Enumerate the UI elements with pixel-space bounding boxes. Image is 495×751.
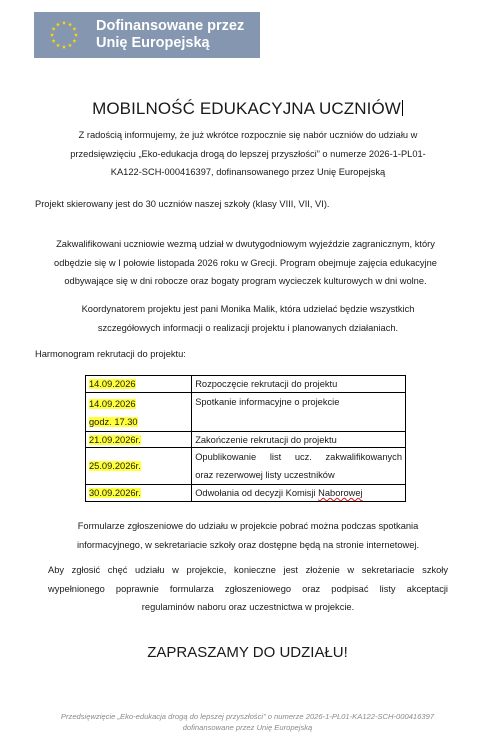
eu-banner-line2: Unię Europejską (96, 35, 210, 51)
footer-line: dofinansowane przez Unię Europejską (182, 723, 313, 732)
eu-flag-icon (40, 17, 88, 53)
intro-paragraph (48, 126, 448, 182)
schedule-date-cell (86, 448, 192, 485)
schedule-event-cell (192, 432, 406, 448)
schedule-event: Rozpoczęcie rekrutacji do projektu (195, 379, 338, 389)
eu-banner-line1: Dofinansowane przez (96, 18, 245, 34)
closing-heading: ZAPRASZAMY DO UDZIAŁU! (147, 644, 348, 661)
forms-line: informacyjnego, w sekretariacie szkoły oraz dostępne będą na stronie internetowej. (76, 539, 420, 550)
schedule-event: Odwołania od decyzji Komisji (195, 488, 319, 498)
schedule-date-cell (86, 432, 192, 448)
schedule-event-cell (192, 376, 406, 393)
forms-paragraph (48, 517, 448, 554)
forms-line: Formularze zgłoszeniowe do udziału w projekcie pobrać można podczas spotkania (77, 521, 419, 531)
schedule-heading-text: Harmonogram rekrutacji do projektu: (35, 349, 186, 359)
trip-paragraph (33, 235, 458, 291)
trip-line: odbywające się w dni robocze oraz bogaty program wycieczek kulturowych w dni wolne. (64, 276, 427, 287)
coordinator-line: szczegółowych informacji o realizacji projektu i planowanych działaniach. (97, 322, 399, 333)
table-row (86, 448, 406, 485)
schedule-date-cell (86, 393, 192, 432)
target-paragraph (35, 195, 455, 214)
schedule-date: 21.09.2026r. (89, 434, 141, 445)
schedule-event-cell (192, 485, 406, 502)
schedule-date-cell (86, 485, 192, 502)
spellcheck-underlined-word: Naborowej (318, 488, 363, 498)
table-row (86, 432, 406, 448)
schedule-date: 14.09.2026 (89, 379, 136, 389)
intro-line: przedsięwzięciu „Eko-edukacja drogą do lepszej przyszłości” o numerze 2026-1-PL01- (70, 148, 426, 159)
eu-banner-text (96, 18, 244, 52)
schedule-time: godz. 17.30 (89, 417, 138, 427)
trip-line: odbędzie się w I połowie listopada 2026 roku w Grecji. Program obejmuje zajęcia edukacyjne (54, 257, 437, 268)
page-footer (0, 711, 495, 733)
apply-line: wypełnionego poprawnie formularza zgłoszeniowego oraz podpisać listy akceptacji (48, 583, 448, 594)
schedule-heading (35, 345, 435, 364)
trip-line: Zakwalifikowani uczniowie wezmą udział w dwutygodniowym wyjeździe zagranicznym, który (56, 239, 435, 249)
schedule-date: 14.09.2026 (89, 399, 136, 409)
coordinator-line: Koordynatorem projektu jest pani Monika Malik, która udzielać będzie wszystkich (81, 304, 415, 314)
eu-funding-banner (34, 12, 260, 58)
coordinator-paragraph (48, 300, 448, 337)
intro-line: Z radością informujemy, że już wkrótce rozpocznie się nabór uczniów do udziału w (78, 130, 418, 140)
intro-line: KA122-SCH-000416397, dofinansowanego przez Unię Europejską (110, 167, 386, 178)
schedule-event-cell (192, 393, 406, 432)
schedule-event-continued: oraz rezerwowej listy uczestników (195, 470, 335, 480)
table-row (86, 485, 406, 502)
table-row (86, 376, 406, 393)
apply-line: Aby zgłosić chęć udziału w projekcie, konieczne jest złożenie w sekretariacie szkoły (48, 565, 448, 575)
schedule-date: 30.09.2026r. (89, 488, 141, 498)
footer-line: Przedsięwzięcie „Eko-edukacja drogą do lepszej przyszłości” o numerze 2026-1-PL01-KA122-SCH-000416397 (60, 712, 435, 721)
page-title (0, 99, 495, 119)
schedule-date: 25.09.2026r. (89, 461, 141, 471)
table-row (86, 393, 406, 432)
schedule-event: Opublikowanie list ucz. zakwalifikowanych (195, 452, 402, 462)
apply-line: regulaminów naboru oraz uczestnictwa w projekcie. (141, 602, 355, 613)
apply-paragraph (48, 561, 448, 617)
text-cursor (402, 100, 403, 116)
schedule-event: Spotkanie informacyjne o projekcie (195, 397, 340, 407)
page-title-text: MOBILNOŚĆ EDUKACYJNA UCZNIÓW (92, 99, 401, 118)
schedule-date-cell (86, 376, 192, 393)
schedule-event: Zakończenie rekrutacji do projektu (195, 434, 337, 445)
target-line: Projekt skierowany jest do 30 uczniów naszej szkoły (klasy VIII, VII, VI). (35, 199, 330, 209)
schedule-event-cell (192, 448, 406, 485)
schedule-table (85, 375, 406, 502)
